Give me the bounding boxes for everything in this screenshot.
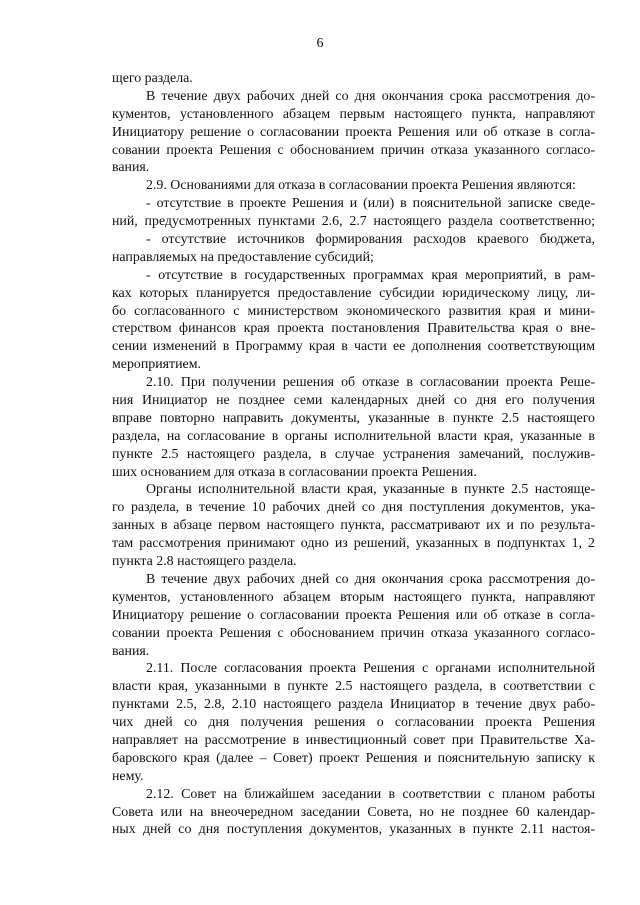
document-body [112,70,595,839]
text-line: Инициатору решение о согласовании проекта Решения или об отказе в согла- [112,607,595,623]
text-line: власти края, указанными в пункте 2.5 настоящего раздела, в соответствии с [112,679,595,695]
text-line: совании проекта Решения с обоснованием причин отказа указанного согласо- [112,625,595,641]
text-line: направляет на рассмотрение в инвестиционный совет при Правительстве Ха- [112,732,595,748]
page-number: 6 [316,36,324,51]
text-line: мероприятием. [112,357,201,373]
text-line: 2.9. Основаниями для отказа в согласовании проекта Решения являются: [146,178,576,194]
text-line: щего раздела. [112,71,193,86]
text-line: кументов, установленного абзацем вторым настоящего пункта, направляют [112,589,595,605]
text-line: ний, предусмотренных пунктами 2.6, 2.7 настоящего раздела соответственно; [112,214,595,230]
text-line: совании проекта Решения с обоснованием причин отказа указанного согласо- [112,142,595,158]
text-line: пункте 2.5 настоящего раздела, в случае устранения замечаний, послужив- [112,446,595,462]
text-line: ках которых планируется предоставление субсидии юридическому лицу, ли- [112,285,595,301]
text-line: - отсутствие источников формирования расходов краевого бюджета, [146,232,595,248]
text-line: 2.11. После согласования проекта Решения с органами исполнительной [146,661,595,677]
text-line: ния Инициатор не позднее семи календарных дней со дня его получения [112,393,595,409]
text-line: Совета или на внеочередном заседании Совета, но не позднее 60 календар- [112,804,595,820]
text-line: сении изменений в Программу края в части ее дополнения соответствующим [112,339,595,355]
text-line: - отсутствие в государственных программах края мероприятий, в рам- [146,267,595,283]
text-line: Инициатору решение о согласовании проекта Решения или об отказе в согла- [112,124,595,140]
text-line: занных в абзаце первом настоящего пункта, рассматривают их и по результа- [112,518,595,534]
text-line: кументов, установленного абзацем первым настоящего пункта, направляют [112,106,595,122]
text-line: вания. [112,643,150,659]
text-line: пункта 2.8 настоящего раздела. [112,554,297,570]
text-line: вправе повторно направить документы, указанные в пункте 2.5 настоящего [112,410,595,426]
text-line: направляемых на предоставление субсидий; [112,249,374,265]
text-line: бо согласованного с министерством экономического развития края и мини- [112,303,595,319]
text-line: го раздела, в течение 10 рабочих дней со дня поступления документов, ука- [112,500,595,516]
text-line: - отсутствие в проекте Решения и (или) в пояснительной записке сведе- [146,196,595,212]
text-line: ных дней со дня поступления документов, указанных в пункте 2.11 настоя- [112,822,595,838]
text-line: В течение двух рабочих дней со дня окончания срока рассмотрения до- [146,571,595,587]
text-line: вания. [112,160,150,176]
text-line: раздела, на согласование в органы исполнительной власти края, указанные в [112,428,595,444]
text-line: там рассмотрения принимают одно из решений, указанных в подпунктах 1, 2 [112,536,595,552]
text-line: нему. [112,768,144,784]
text-line: 2.12. Совет на ближайшем заседании в соответствии с планом работы [146,786,595,802]
text-line: В течение двух рабочих дней со дня окончания срока рассмотрения до- [146,88,595,104]
text-line: 2.10. При получении решения об отказе в согласовании проекта Реше- [146,375,595,391]
text-line: ших основанием для отказа в согласовании проекта Решения. [112,464,477,480]
text-line: баровского края (далее – Совет) проект Решения и пояснительную записку к [112,750,595,766]
text-line: пунктами 2.5, 2.8, 2.10 настоящего раздела Инициатор в течение двух рабо- [112,697,595,713]
text-line: Органы исполнительной власти края, указанные в пункте 2.5 настояще- [146,482,595,498]
text-line: стерством финансов края проекта постановления Правительства края о вне- [112,321,595,337]
text-line: чих дней со дня получения решения о согласовании проекта Решения [112,715,595,731]
